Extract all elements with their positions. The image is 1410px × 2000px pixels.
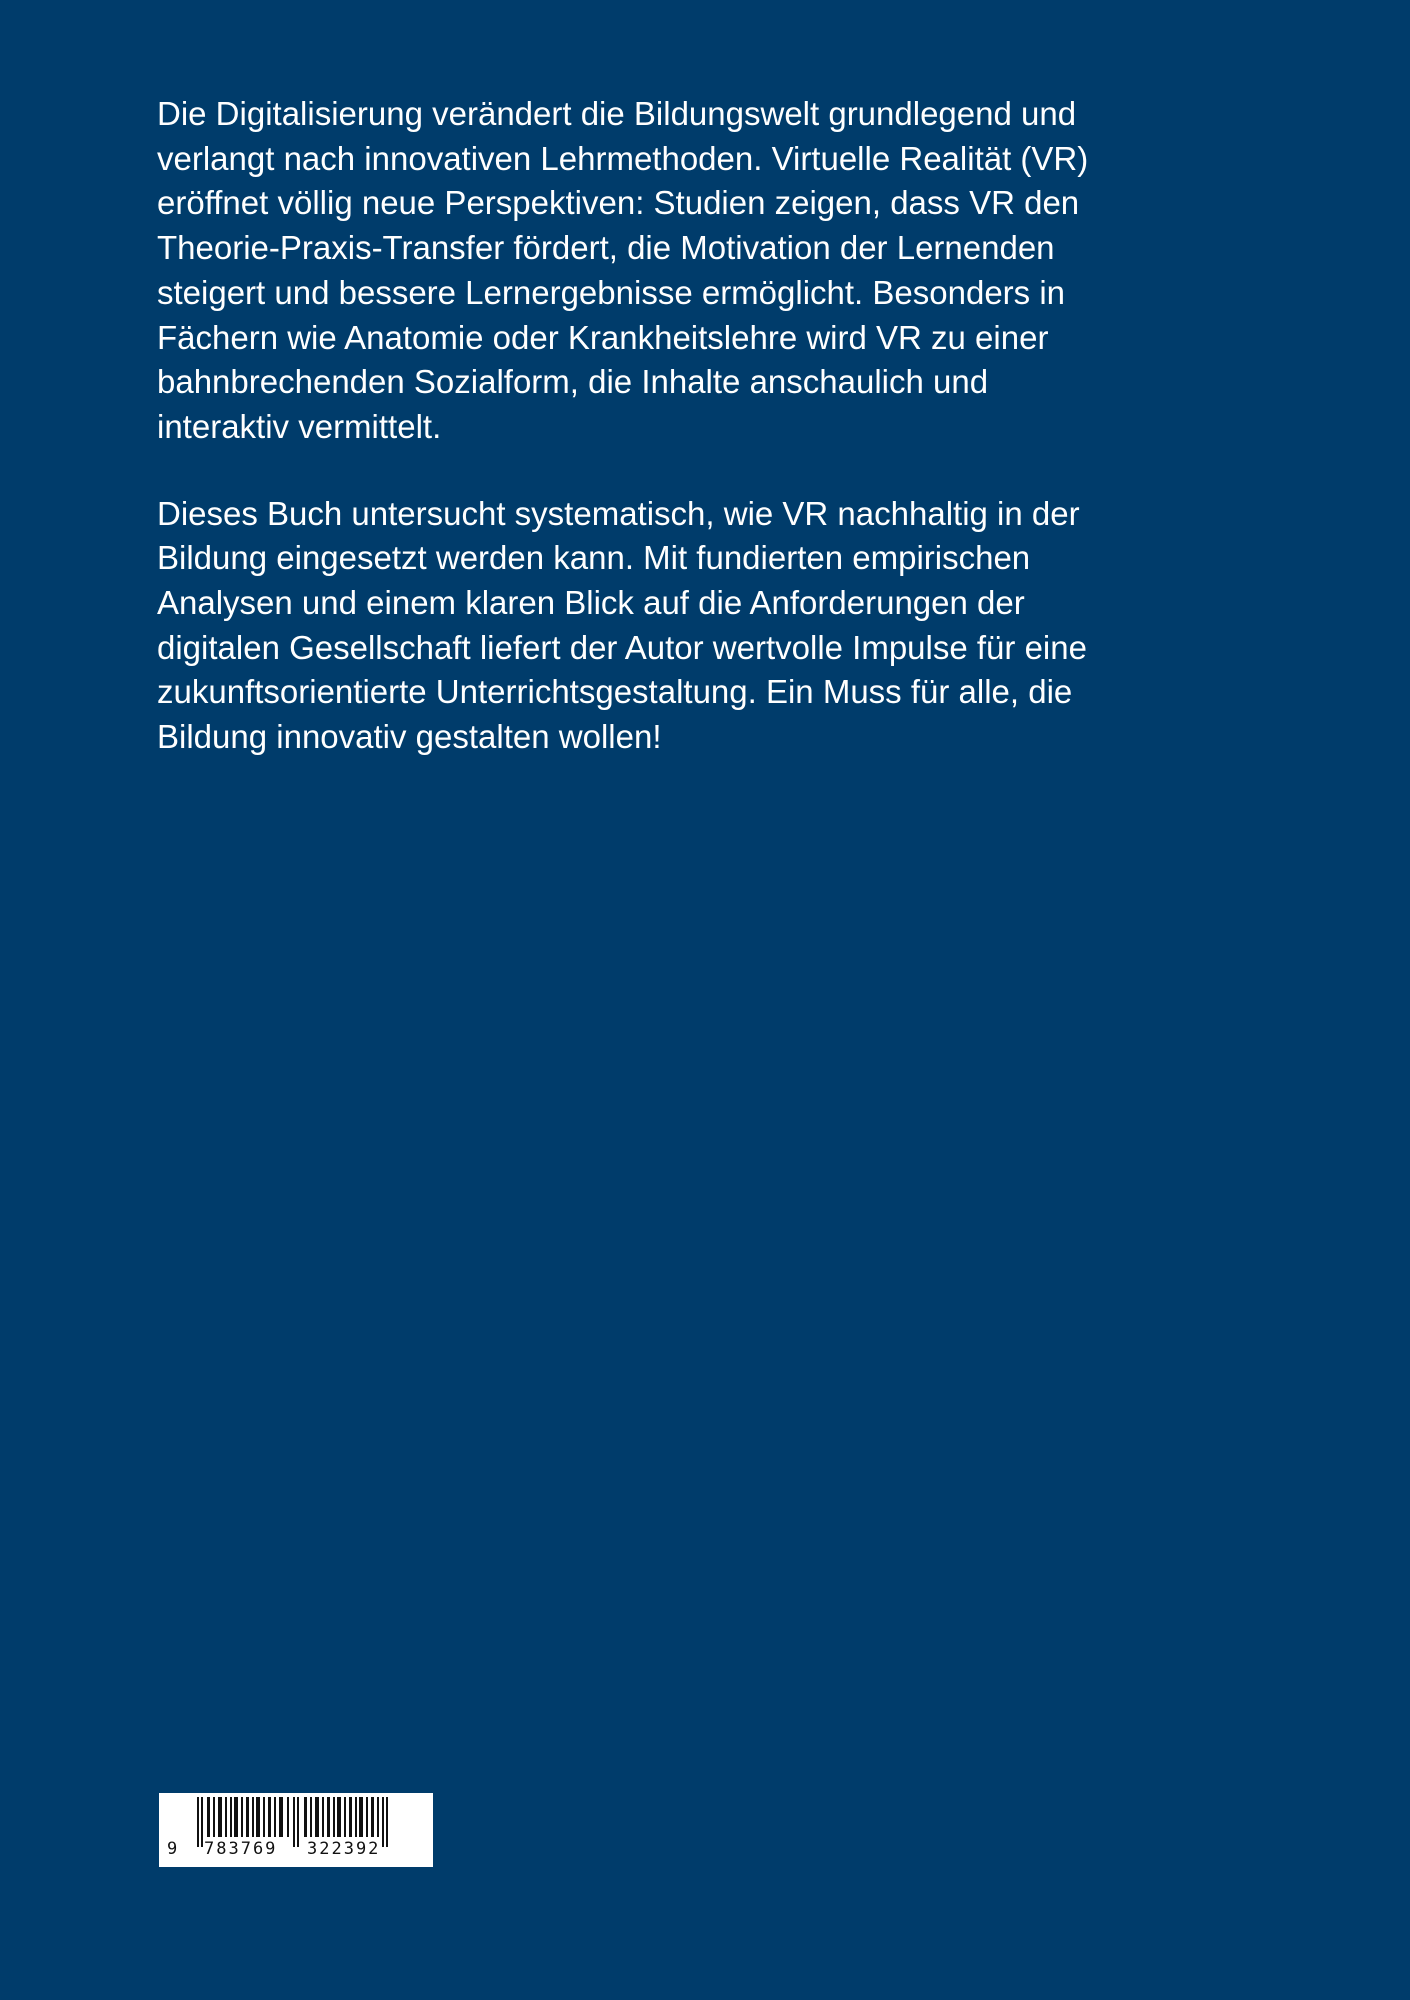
description-paragraph-2: Dieses Buch untersucht systematisch, wie VR nachhaltig in der Bildung eingesetzt werden kann. Mit fundierten empirischen Analysen und einem klaren Blick auf die Anforderungen der digitalen Gesellschaft liefert der Autor wertvolle Impulse für eine zukunftsorientierte Unterrichtsgestaltung. Ein Muss für alle, die Bildung innovativ gestalten wollen! [157,494,1087,756]
isbn-barcode [159,1793,433,1867]
barcode-left-digits: 783769 [204,1839,278,1859]
description-paragraph-1: Die Digitalisierung verändert die Bildungswelt grundlegend und verlangt nach innovativen Lehrmethoden. Virtuelle Realität (VR) eröffnet völlig neue Perspektiven: Studien zeigen, dass VR den Theorie-Praxis-Transfer fördert, die Motivation der Lernenden steigert und bessere Lernergebnisse ermöglicht. Besonders in Fächern wie Anatomie oder Krankheitslehre wird VR zu einer bahnbrechenden Sozialform, die Inhalte anschaulich und interaktiv vermittelt. [157,95,1089,445]
barcode-bars [159,1793,433,1867]
barcode-prefix-digit: 9 [167,1839,180,1859]
barcode-right-digits: 322392 [307,1839,381,1859]
book-description [157,92,1272,802]
